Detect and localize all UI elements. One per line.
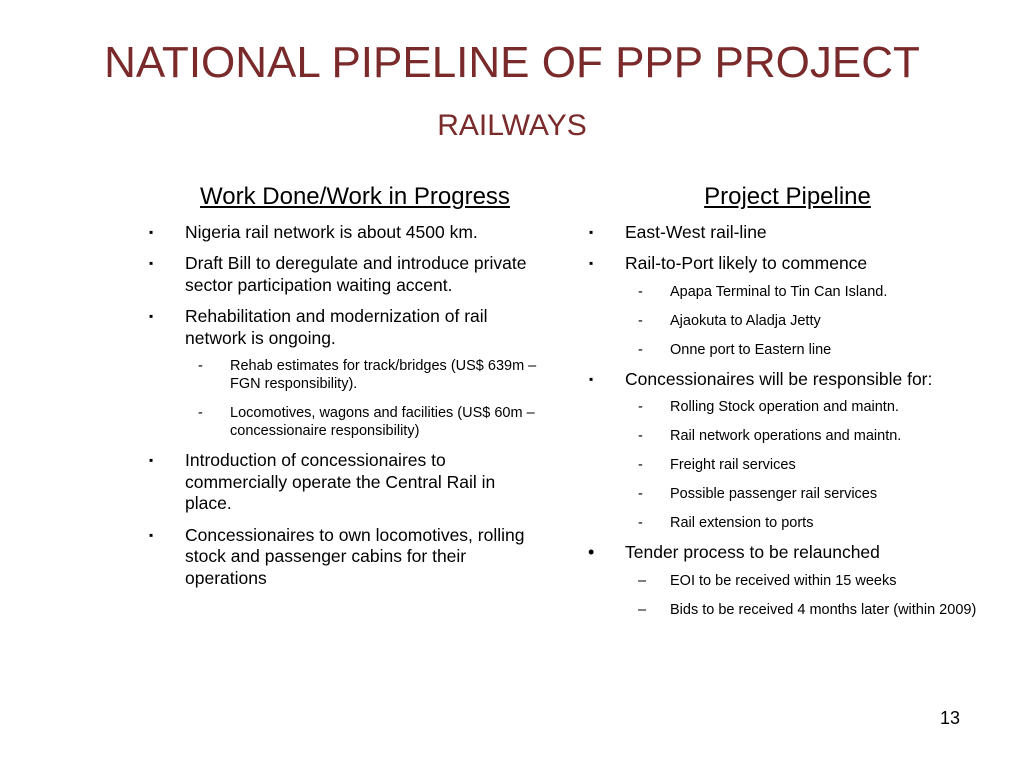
- left-bullet-list: [145, 222, 545, 590]
- right-column: [585, 183, 990, 629]
- left-column-heading: Work Done/Work in Progress: [200, 183, 510, 210]
- square-bullet-icon: ▪: [149, 453, 154, 468]
- sub-list-item: [625, 283, 990, 301]
- en-dash-bullet-icon: –: [638, 601, 647, 618]
- dash-bullet-icon: -: [638, 399, 643, 416]
- left-column: [145, 183, 545, 599]
- sub-bullet-text: Onne port to Eastern line: [670, 341, 832, 358]
- square-bullet-icon: ▪: [589, 256, 594, 271]
- page-number: 13: [940, 708, 961, 728]
- right-column-heading: Project Pipeline: [704, 183, 871, 210]
- list-item: [145, 306, 545, 440]
- sub-bullet-text: Rail extension to ports: [670, 515, 814, 532]
- sub-bullet-text: Ajaokuta to Aladja Jetty: [670, 312, 821, 329]
- square-bullet-icon: ▪: [149, 224, 154, 239]
- bullet-text: Draft Bill to deregulate and introduce private sector participation waiting accent.: [185, 253, 527, 295]
- bullet-text: Concessionaires will be responsible for:: [625, 368, 933, 389]
- bullet-text: Concessionaires to own locomotives, rolling stock and passenger cabins for their operations: [185, 524, 525, 588]
- list-item: [145, 253, 545, 296]
- dash-bullet-icon: -: [638, 341, 643, 358]
- sub-bullet-list: [185, 357, 545, 440]
- sub-list-item: [625, 427, 990, 445]
- slide-subtitle: RAILWAYS: [437, 109, 587, 142]
- sub-list-item: [185, 357, 545, 393]
- list-item: [145, 525, 545, 590]
- dash-bullet-icon: -: [638, 457, 643, 474]
- round-bullet-icon: •: [588, 542, 595, 563]
- bullet-text: Rehabilitation and modernization of rail network is ongoing.: [185, 306, 488, 348]
- square-bullet-icon: ▪: [149, 527, 154, 542]
- sub-list-item: [625, 485, 990, 503]
- dash-bullet-icon: -: [638, 486, 643, 503]
- right-bullet-list: [585, 222, 990, 619]
- bullet-text: Tender process to be relaunched: [625, 542, 880, 563]
- list-item: [585, 369, 990, 533]
- slide-title: NATIONAL PIPELINE OF PPP PROJECT: [104, 38, 920, 87]
- dash-bullet-icon: -: [638, 283, 643, 300]
- en-dash-bullet-icon: –: [638, 572, 647, 589]
- sub-bullet-text: Rolling Stock operation and maintn.: [670, 399, 899, 416]
- list-item: [145, 222, 545, 244]
- sub-bullet-text: Bids to be received 4 months later (within 2009): [670, 601, 977, 618]
- bullet-text: East-West rail-line: [625, 221, 767, 242]
- bullet-text: Rail-to-Port likely to commence: [625, 253, 868, 274]
- sub-bullet-text: Locomotives, wagons and facilities (US$ 60m – concessionaire responsibility): [230, 405, 535, 440]
- dash-bullet-icon: -: [638, 428, 643, 445]
- list-item: [585, 222, 990, 244]
- square-bullet-icon: ▪: [589, 224, 594, 239]
- sub-bullet-text: Apapa Terminal to Tin Can Island.: [670, 283, 888, 300]
- dash-bullet-icon: -: [198, 405, 203, 422]
- sub-bullet-text: Possible passenger rail services: [670, 486, 878, 503]
- dash-bullet-icon: -: [198, 358, 203, 375]
- sub-list-item: [625, 341, 990, 359]
- list-item: [585, 542, 990, 619]
- sub-bullet-text: EOI to be received within 15 weeks: [670, 572, 897, 589]
- sub-list-item: [625, 312, 990, 330]
- sub-list-item: [625, 514, 990, 532]
- list-item: [585, 253, 990, 359]
- list-item: [145, 450, 545, 515]
- sub-bullet-list: [625, 398, 990, 532]
- sub-list-item: [625, 572, 990, 590]
- square-bullet-icon: ▪: [149, 309, 154, 324]
- dash-bullet-icon: -: [638, 515, 643, 532]
- sub-bullet-list: [625, 283, 990, 359]
- dash-bullet-icon: -: [638, 312, 643, 329]
- sub-list-item: [625, 456, 990, 474]
- square-bullet-icon: ▪: [149, 256, 154, 271]
- square-bullet-icon: ▪: [589, 371, 594, 386]
- sub-list-item: [625, 601, 990, 619]
- bullet-text: Nigeria rail network is about 4500 km.: [185, 221, 478, 242]
- sub-bullet-list: [625, 572, 990, 619]
- bullet-text: Introduction of concessionaires to commercially operate the Central Rail in place.: [185, 450, 496, 514]
- sub-bullet-text: Rail network operations and maintn.: [670, 428, 902, 445]
- sub-bullet-text: Freight rail services: [670, 457, 796, 474]
- sub-list-item: [625, 398, 990, 416]
- sub-list-item: [185, 404, 545, 440]
- sub-bullet-text: Rehab estimates for track/bridges (US$ 639m – FGN responsibility).: [230, 358, 537, 393]
